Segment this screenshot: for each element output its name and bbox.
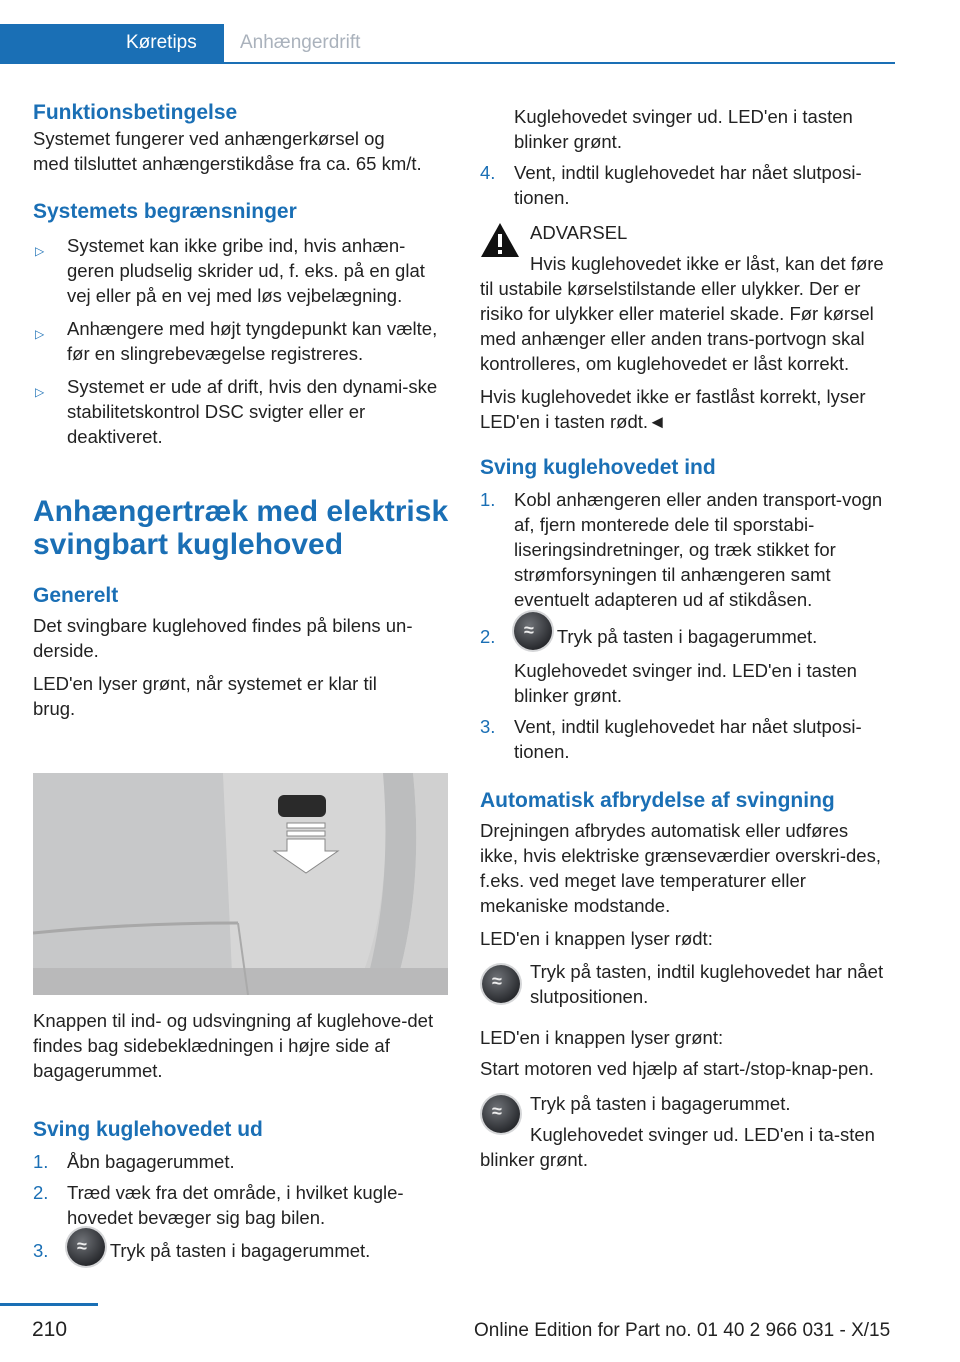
list-item: 3. Vent, indtil kuglehovedet har nået slutposi-tionen. [480, 716, 862, 763]
heading-begraensninger: Systemets begrænsninger [33, 200, 297, 223]
heading-sving-ud: Sving kuglehovedet ud [33, 1118, 263, 1141]
page-number: 210 [32, 1318, 68, 1341]
list-item: ▷ Systemet er ude af drift, hvis den dynami-ske stabilitetskontrol DSC svigter eller er deaktiveret. [35, 376, 438, 447]
trunk-side-panel-photo [33, 773, 448, 995]
list-item: 1. Åbn bagagerummet. [33, 1151, 235, 1172]
chapter-tabs [0, 24, 895, 64]
tab-koeretips[interactable]: Køretips [0, 24, 224, 62]
text-start-motor: Start motoren ved hjælp af start-/stop-knap-pen. [480, 1058, 874, 1080]
list-item: ▷ Anhængere med højt tyngdepunkt kan vælte, før en slingrebevægelse registreres. [35, 318, 438, 364]
footer-rule [0, 1303, 98, 1306]
photo-caption: Knappen til ind- og udsvingning af kuglehove-det findes bag sidebeklædningen i højre side af bagagerummet. [33, 1010, 434, 1081]
heading-funktionsbetingelse: Funktionsbetingelse [33, 101, 238, 124]
sving-ind-list [480, 487, 898, 764]
list-item: 2. ≈ Tryk på tasten i bagagerummet. Kuglehovedet svinger ind. LED'en i tasten blinker grønt. [480, 624, 898, 708]
list-item: 2. Træd væk fra det område, i hvilket kugle-hovedet bevæger sig bag bilen. [33, 1182, 404, 1228]
warning-title: ADVARSEL [530, 222, 628, 243]
sving-ud-list-cont [480, 160, 898, 210]
text-automatisk: Drejningen afbrydes automatisk eller udføres ikke, hvis elektriske grænseværdier overskri-des, f.eks. ved meget lave temperaturer eller mekaniske modstande. [480, 820, 881, 917]
warning-body: Hvis kuglehovedet ikke er låst, kan det føre til ustabile kørselstilstande eller ulykker. Der er risiko for ulykker eller materiel skade. Før kørsel med anhænger eller anden trans-portvogn skal kontrolleres, om kuglehovedet er låst korrekt. [480, 253, 884, 374]
trailer-hitch-button-icon [482, 965, 520, 1003]
triangle-bullet-icon: ▷ [35, 244, 45, 258]
list-item: 4. Vent, indtil kuglehovedet har nået slutposi-tionen. [480, 162, 862, 208]
triangle-bullet-icon: ▷ [35, 327, 45, 341]
warning-body-2: Hvis kuglehovedet ikke er fastlåst korrekt, lyser LED'en i tasten rødt.◄ [480, 386, 866, 432]
trailer-hitch-button-icon [67, 1228, 105, 1266]
text-generelt-1: Det svingbare kuglehoved findes på bilens un-derside. [33, 615, 413, 661]
trailer-hitch-button-icon [482, 1095, 520, 1133]
text-led-roedt: LED'en i knappen lyser rødt: [480, 928, 713, 950]
right-column [480, 104, 898, 1172]
text-svinger-ud: Kuglehovedet svinger ud. LED'en i tasten blinker grønt. [514, 106, 853, 152]
text-funktionsbetingelse: Systemet fungerer ved anhængerkørsel og med tilsluttet anhængerstikdåse fra ca. 65 km/t. [33, 128, 422, 174]
warning-box [480, 220, 898, 434]
tab-anhaengerdrift[interactable]: Anhængerdrift [240, 32, 361, 53]
heading-sving-ind: Sving kuglehovedet ind [480, 456, 716, 479]
heading-automatisk: Automatisk afbrydelse af svingning [480, 789, 835, 813]
red-instruction: ≈ Tryk på tasten, indtil kuglehovedet har nået slutpositionen. [480, 959, 898, 1011]
left-column [33, 100, 451, 721]
begraensninger-list [33, 233, 451, 449]
triangle-bullet-icon: ▷ [35, 385, 45, 399]
trailer-hitch-button-icon [514, 612, 552, 650]
text-led-groent: LED'en i knappen lyser grønt: [480, 1027, 724, 1049]
left-column-lower [33, 1008, 451, 1266]
svinger-ind-text: Kuglehovedet svinger ind. LED'en i tasten blinker grønt. [514, 660, 857, 707]
sving-ud-list [33, 1149, 451, 1266]
list-item: 1. Kobl anhængeren eller anden transport-vogn af, fjern monterede dele til sporstabi-liseringsindretninger, og træk stikket for strømforsyningen til anhængeren samt eventuelt adapteren ud af stikdåsen. [480, 489, 883, 610]
green-instruction: ≈ Tryk på tasten i bagagerummet. Kuglehovedet svinger ud. LED'en i ta-sten blinker grønt. [480, 1091, 898, 1172]
heading-generelt: Generelt [33, 584, 119, 607]
heading-anhaengertraek: Anhængertræk med elektrisk svingbart kuglehoved [33, 495, 449, 561]
text-generelt-2: LED'en lyser grønt, når systemet er klar til brug. [33, 673, 377, 719]
warning-triangle-icon [480, 222, 520, 258]
list-item: ▷ Systemet kan ikke gribe ind, hvis anhæn-geren pludselig skrider ud, f. eks. på en glat vej eller på en vej med løs vejbelægning. [35, 235, 425, 306]
list-item: 3. ≈ Tryk på tasten i bagagerummet. [33, 1238, 451, 1266]
edition-text: Online Edition for Part no. 01 40 2 966 031 - X/15 [474, 1320, 891, 1341]
